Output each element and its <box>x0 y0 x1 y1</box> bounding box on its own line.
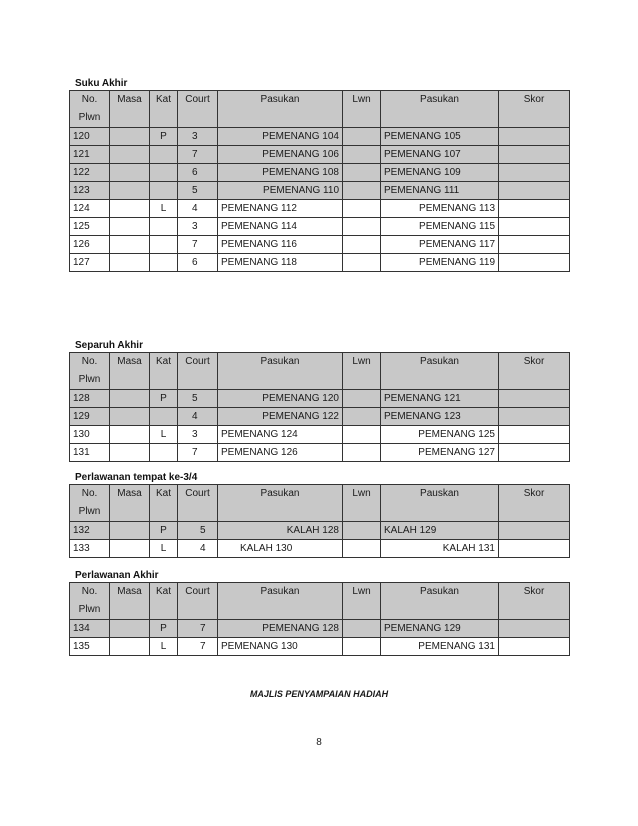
cell-no: 125 <box>70 218 110 236</box>
header-kat: Kat <box>150 91 178 128</box>
header-pasukan-2: Pasukan <box>381 353 499 390</box>
cell-team2: KALAH 129 <box>381 522 499 540</box>
cell-kat <box>150 408 178 426</box>
cell-no: 129 <box>70 408 110 426</box>
header-kat: Kat <box>150 583 178 620</box>
cell-team1: PEMENANG 108 <box>218 164 343 182</box>
cell-skor <box>499 408 570 426</box>
cell-skor <box>499 620 570 638</box>
table-header-row <box>70 583 570 620</box>
header-plwn: Plwn <box>78 112 101 123</box>
cell-masa <box>110 408 150 426</box>
header-pasukan-1: Pasukan <box>218 353 343 390</box>
cell-team1: PEMENANG 118 <box>218 254 343 272</box>
table-perlawanan-akhir <box>69 582 570 656</box>
cell-no: 124 <box>70 200 110 218</box>
cell-lwn <box>343 522 381 540</box>
cell-no: 120 <box>70 128 110 146</box>
header-no: No. <box>81 586 98 597</box>
table-header-row <box>70 91 570 128</box>
header-pasukan-1: Pasukan <box>218 583 343 620</box>
section-title-perlawanan-akhir: Perlawanan Akhir <box>75 570 159 581</box>
cell-team1: PEMENANG 112 <box>218 200 343 218</box>
table-row <box>70 218 570 236</box>
cell-court: 7 <box>178 236 218 254</box>
cell-team2: PEMENANG 109 <box>381 164 499 182</box>
cell-court: 6 <box>178 254 218 272</box>
cell-team2: PEMENANG 105 <box>381 128 499 146</box>
cell-no: 123 <box>70 182 110 200</box>
cell-kat <box>150 164 178 182</box>
cell-team2: PEMENANG 111 <box>381 182 499 200</box>
cell-masa <box>110 638 150 656</box>
section-title-separuh-akhir: Separuh Akhir <box>75 340 143 351</box>
cell-lwn <box>343 218 381 236</box>
header-plwn: Plwn <box>78 374 101 385</box>
cell-lwn <box>343 236 381 254</box>
cell-masa <box>110 444 150 462</box>
header-skor: Skor <box>499 353 570 390</box>
majlis-title: MAJLIS PENYAMPAIAN HADIAH <box>249 689 389 699</box>
cell-masa <box>110 540 150 558</box>
cell-lwn <box>343 620 381 638</box>
cell-kat: P <box>150 522 178 540</box>
cell-kat <box>150 254 178 272</box>
cell-no: 134 <box>70 620 110 638</box>
cell-team2: PEMENANG 107 <box>381 146 499 164</box>
cell-skor <box>499 522 570 540</box>
cell-no: 131 <box>70 444 110 462</box>
cell-court: 4 <box>178 408 218 426</box>
cell-team1: PEMENANG 110 <box>218 182 343 200</box>
cell-lwn <box>343 182 381 200</box>
header-masa: Masa <box>110 91 150 128</box>
header-lwn: Lwn <box>343 485 381 522</box>
cell-kat: L <box>150 200 178 218</box>
table-row <box>70 620 570 638</box>
header-plwn: Plwn <box>78 506 101 517</box>
cell-lwn <box>343 426 381 444</box>
header-no: No. <box>81 488 98 499</box>
cell-kat <box>150 444 178 462</box>
cell-masa <box>110 522 150 540</box>
cell-court: 3 <box>178 128 218 146</box>
cell-court: 3 <box>178 426 218 444</box>
header-court: Court <box>178 485 218 522</box>
cell-team2: PEMENANG 119 <box>381 254 499 272</box>
cell-no: 133 <box>70 540 110 558</box>
cell-skor <box>499 146 570 164</box>
header-lwn: Lwn <box>343 91 381 128</box>
cell-skor <box>499 254 570 272</box>
cell-lwn <box>343 146 381 164</box>
cell-skor <box>499 390 570 408</box>
cell-masa <box>110 426 150 444</box>
cell-court: 6 <box>178 164 218 182</box>
header-no: No. <box>81 356 98 367</box>
header-lwn: Lwn <box>343 583 381 620</box>
header-skor: Skor <box>499 485 570 522</box>
header-masa: Masa <box>110 485 150 522</box>
cell-kat: L <box>150 540 178 558</box>
cell-masa <box>110 164 150 182</box>
cell-team1: PEMENANG 106 <box>218 146 343 164</box>
cell-kat <box>150 236 178 254</box>
cell-kat <box>150 146 178 164</box>
cell-kat: P <box>150 390 178 408</box>
cell-lwn <box>343 444 381 462</box>
cell-lwn <box>343 638 381 656</box>
cell-no: 126 <box>70 236 110 254</box>
cell-masa <box>110 128 150 146</box>
header-pasukan-2: Pauskan <box>381 485 499 522</box>
cell-kat: P <box>150 620 178 638</box>
section-title-suku-akhir: Suku Akhir <box>75 78 128 89</box>
cell-court: 3 <box>178 218 218 236</box>
header-no-plwn <box>70 485 110 522</box>
cell-team1: PEMENANG 126 <box>218 444 343 462</box>
cell-court: 7 <box>178 620 218 638</box>
header-plwn: Plwn <box>78 604 101 615</box>
cell-team2: PEMENANG 115 <box>381 218 499 236</box>
header-pasukan-2: Pasukan <box>381 583 499 620</box>
cell-lwn <box>343 128 381 146</box>
header-pasukan-1: Pasukan <box>218 91 343 128</box>
header-skor: Skor <box>499 583 570 620</box>
cell-lwn <box>343 200 381 218</box>
cell-no: 132 <box>70 522 110 540</box>
cell-lwn <box>343 164 381 182</box>
cell-court: 5 <box>178 522 218 540</box>
cell-team1: PEMENANG 116 <box>218 236 343 254</box>
table-row <box>70 426 570 444</box>
cell-court: 7 <box>178 444 218 462</box>
table-row <box>70 522 570 540</box>
header-lwn: Lwn <box>343 353 381 390</box>
table-row <box>70 200 570 218</box>
cell-team1: PEMENANG 114 <box>218 218 343 236</box>
header-court: Court <box>178 353 218 390</box>
cell-lwn <box>343 408 381 426</box>
table-row <box>70 164 570 182</box>
table-header-row <box>70 485 570 522</box>
table-row <box>70 254 570 272</box>
table-row <box>70 182 570 200</box>
table-header-row <box>70 353 570 390</box>
header-kat: Kat <box>150 485 178 522</box>
cell-no: 130 <box>70 426 110 444</box>
table-row <box>70 390 570 408</box>
cell-masa <box>110 200 150 218</box>
header-no-plwn <box>70 583 110 620</box>
cell-team1: PEMENANG 120 <box>218 390 343 408</box>
cell-court: 7 <box>178 146 218 164</box>
cell-team2: PEMENANG 121 <box>381 390 499 408</box>
cell-no: 128 <box>70 390 110 408</box>
cell-court: 5 <box>178 390 218 408</box>
cell-team2: KALAH 131 <box>381 540 499 558</box>
cell-kat <box>150 218 178 236</box>
cell-team1: PEMENANG 128 <box>218 620 343 638</box>
header-pasukan-1: Pasukan <box>218 485 343 522</box>
cell-masa <box>110 236 150 254</box>
cell-lwn <box>343 254 381 272</box>
table-row <box>70 128 570 146</box>
cell-team2: PEMENANG 117 <box>381 236 499 254</box>
cell-masa <box>110 218 150 236</box>
cell-skor <box>499 164 570 182</box>
cell-kat: L <box>150 426 178 444</box>
cell-skor <box>499 236 570 254</box>
cell-skor <box>499 426 570 444</box>
cell-skor <box>499 540 570 558</box>
cell-kat <box>150 182 178 200</box>
cell-team2: PEMENANG 123 <box>381 408 499 426</box>
table-tempat-ketiga <box>69 484 570 558</box>
header-pasukan-2: Pasukan <box>381 91 499 128</box>
cell-masa <box>110 620 150 638</box>
cell-masa <box>110 182 150 200</box>
header-masa: Masa <box>110 583 150 620</box>
page-number: 8 <box>316 737 322 748</box>
cell-team2: PEMENANG 129 <box>381 620 499 638</box>
cell-team1: PEMENANG 124 <box>218 426 343 444</box>
cell-no: 127 <box>70 254 110 272</box>
cell-lwn <box>343 540 381 558</box>
cell-skor <box>499 444 570 462</box>
cell-team1: PEMENANG 104 <box>218 128 343 146</box>
header-skor: Skor <box>499 91 570 128</box>
table-row <box>70 540 570 558</box>
table-row <box>70 638 570 656</box>
cell-skor <box>499 200 570 218</box>
cell-no: 135 <box>70 638 110 656</box>
cell-team1: PEMENANG 130 <box>218 638 343 656</box>
cell-court: 4 <box>178 540 218 558</box>
cell-masa <box>110 390 150 408</box>
header-masa: Masa <box>110 353 150 390</box>
section-title-tempat-ketiga: Perlawanan tempat ke-3/4 <box>75 472 198 483</box>
header-court: Court <box>178 583 218 620</box>
cell-team1: PEMENANG 122 <box>218 408 343 426</box>
table-suku-akhir <box>69 90 570 272</box>
cell-lwn <box>343 390 381 408</box>
cell-skor <box>499 182 570 200</box>
table-row <box>70 408 570 426</box>
cell-masa <box>110 254 150 272</box>
cell-kat: L <box>150 638 178 656</box>
cell-no: 122 <box>70 164 110 182</box>
header-no-plwn <box>70 91 110 128</box>
cell-skor <box>499 218 570 236</box>
cell-court: 5 <box>178 182 218 200</box>
cell-team2: PEMENANG 113 <box>381 200 499 218</box>
cell-no: 121 <box>70 146 110 164</box>
header-no: No. <box>81 94 98 105</box>
cell-court: 7 <box>178 638 218 656</box>
cell-court: 4 <box>178 200 218 218</box>
table-row <box>70 236 570 254</box>
table-separuh-akhir <box>69 352 570 462</box>
cell-masa <box>110 146 150 164</box>
cell-skor <box>499 638 570 656</box>
header-court: Court <box>178 91 218 128</box>
header-kat: Kat <box>150 353 178 390</box>
table-row <box>70 444 570 462</box>
cell-team1: KALAH 128 <box>218 522 343 540</box>
cell-team2: PEMENANG 125 <box>381 426 499 444</box>
cell-team2: PEMENANG 127 <box>381 444 499 462</box>
table-row <box>70 146 570 164</box>
cell-skor <box>499 128 570 146</box>
cell-kat: P <box>150 128 178 146</box>
cell-team2: PEMENANG 131 <box>381 638 499 656</box>
cell-team1: KALAH 130 <box>218 540 343 558</box>
header-no-plwn <box>70 353 110 390</box>
